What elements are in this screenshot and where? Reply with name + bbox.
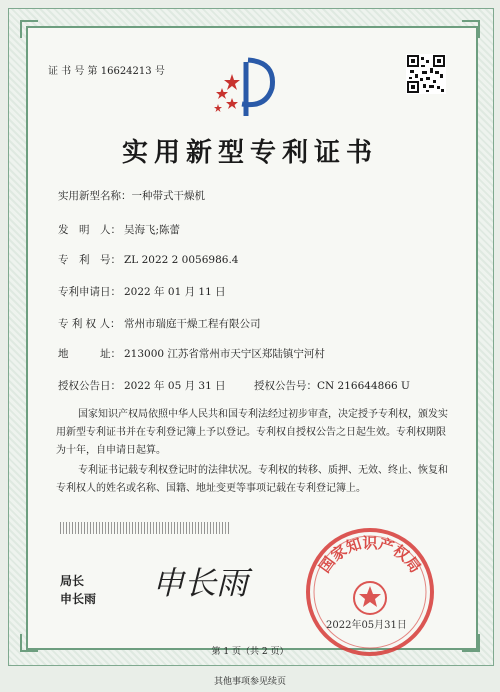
field-label: 专 利 号： (58, 254, 121, 266)
paragraph-grant: 国家知识产权局依照中华人民共和国专利法经过初步审查，决定授予专利权，颁发实用新型专利证书并在专利登记簿上予以登记。专利权自授权公告之日起生效。专利权期限为十年，自申请日起算。 (56, 409, 448, 456)
continuation-note: 其他事项参见续页 (213, 677, 286, 687)
field-value: 吴海飞;陈蕾 (124, 224, 181, 236)
certificate-number (48, 62, 165, 77)
corner-ornament (462, 20, 480, 38)
utility-model-name-row (58, 188, 205, 203)
handwritten-signature (140, 556, 260, 608)
patent-number-row (58, 252, 238, 267)
field-label: 专利申请日： (58, 286, 121, 298)
barcode-strip (60, 522, 230, 534)
director-title: 局长 (60, 574, 85, 588)
svg-text:国家知识产权局 (315, 534, 424, 576)
qr-code-icon (406, 54, 446, 94)
certificate-number-label: 证 书 号 第 (48, 66, 98, 77)
inventor-row (58, 222, 180, 237)
field-value: 一种带式干燥机 (131, 190, 205, 202)
grant-date-row (58, 378, 226, 393)
field-value: 2022 年 01 月 11 日 (124, 286, 226, 298)
field-label: 授权公告日： (58, 380, 121, 392)
field-value: 2022 年 05 月 31 日 (124, 380, 226, 392)
certificate-number-suffix: 号 (154, 66, 165, 77)
official-seal-icon (300, 522, 440, 662)
address-row (58, 346, 325, 361)
corner-ornament (20, 20, 38, 38)
field-value: ZL 2022 2 0056986.4 (124, 254, 239, 266)
paragraph-legal-status: 专利证书记载专利权登记时的法律状况。专利权的转移、质押、无效、终止、恢复和专利权人的姓名或名称、国籍、地址变更等事项记载在专利登记簿上。 (56, 465, 448, 494)
seal-date: 2022年05月31日 (326, 620, 407, 631)
grant-number-row (254, 378, 410, 393)
certificate-title: 实用新型专利证书 (121, 138, 378, 168)
field-label: 发 明 人： (58, 224, 121, 236)
page-number: 第 1 页（共 2 页） (211, 647, 289, 657)
seal-text: 国家知识产权局 (315, 534, 425, 577)
field-value: 213000 江苏省常州市天宁区郑陆镇宁河村 (124, 348, 325, 360)
cnipa-logo-icon (206, 52, 286, 122)
field-label: 实用新型名称： (58, 190, 132, 202)
field-value: 常州市瑞庭干燥工程有限公司 (124, 318, 261, 330)
field-label: 地 址： (58, 348, 121, 360)
patentee-row (58, 316, 261, 331)
field-label: 专 利 权 人： (58, 318, 121, 330)
director-name: 申长雨 (60, 592, 97, 606)
filing-date-row (58, 284, 226, 299)
signature-text: 申长雨 (151, 564, 249, 602)
certificate-number-value: 16624213 (100, 66, 152, 77)
field-value: CN 216644866 U (317, 380, 410, 392)
field-label: 授权公告号： (254, 380, 317, 392)
